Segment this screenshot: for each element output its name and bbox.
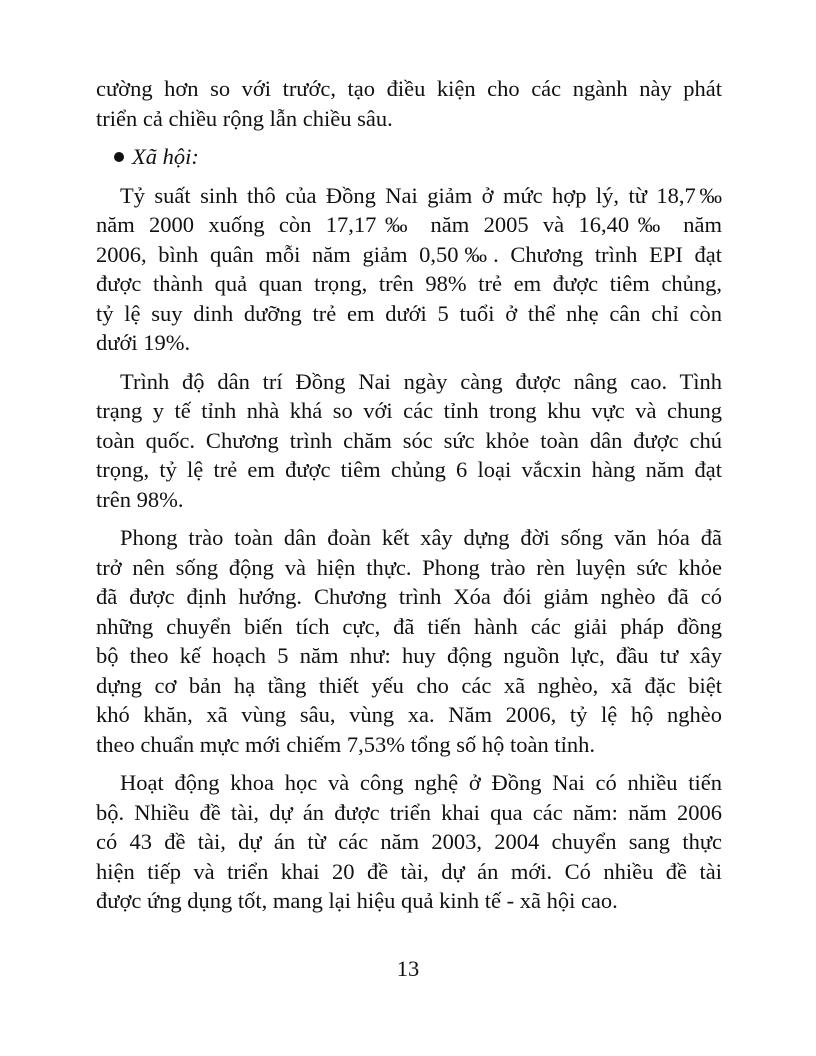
bullet-icon xyxy=(114,152,124,162)
paragraph-gap xyxy=(96,759,722,768)
text-line: có 43 đề tài, dự án từ các năm 2003, 2004 chuyển sang thực xyxy=(96,829,722,854)
text-line: triển cả chiều rộng lẫn chiều sâu. xyxy=(96,105,393,131)
text-line: được ứng dụng tốt, mang lại hiệu quả kinh tế - xã hội cao. xyxy=(96,888,618,913)
text-line: khó khăn, xã vùng sâu, vùng xa. Năm 2006, tỷ lệ hộ nghèo xyxy=(96,702,722,727)
text-line: Tỷ suất sinh thô của Đồng Nai giảm ở mức hợp lý, từ 18,7‰ xyxy=(120,182,722,208)
paragraph-continuation xyxy=(96,74,722,133)
paragraph-gap xyxy=(96,358,722,367)
text-line: theo chuẩn mực mới chiếm 7,53% tổng số hộ toàn tỉnh. xyxy=(96,731,596,757)
text-line: dựng cơ bản hạ tầng thiết yếu cho các xã nghèo, xã đặc biệt xyxy=(96,672,722,698)
text-line: hiện tiếp và triển khai 20 đề tài, dự án mới. Có nhiều đề tài xyxy=(96,858,722,884)
page-number: 13 xyxy=(396,956,420,981)
text-line: toàn quốc. Chương trình chăm sóc sức khỏe toàn dân được chú xyxy=(96,427,722,453)
text-line: Phong trào toàn dân đoàn kết xây dựng đời sống văn hóa đã xyxy=(120,525,722,550)
paragraph-gap xyxy=(96,172,722,181)
paragraph-education-health xyxy=(96,367,722,515)
text-line: cường hơn so với trước, tạo điều kiện cho các ngành này phát xyxy=(96,76,722,101)
text-line: trọng, tỷ lệ trẻ em được tiêm chủng 6 loại vắcxin hàng năm đạt xyxy=(96,457,722,482)
text-line: được thành quả quan trọng, trên 98% trẻ em được tiêm chủng, xyxy=(96,271,722,296)
paragraph-science-technology xyxy=(96,768,722,916)
paragraph-birth-rate xyxy=(96,181,722,358)
section-heading-text: Xã hội: xyxy=(132,144,199,169)
paragraph-culture-poverty xyxy=(96,523,722,759)
text-line: năm 2000 xuống còn 17,17‰ năm 2005 và 16,40‰ năm xyxy=(96,212,722,237)
text-line: bộ. Nhiều đề tài, dự án được triển khai qua các năm: năm 2006 xyxy=(96,799,722,825)
text-line: bộ theo kế hoạch 5 năm như: huy động nguồn lực, đầu tư xây xyxy=(96,643,722,668)
text-line: Trình độ dân trí Đồng Nai ngày càng được nâng cao. Tình xyxy=(120,368,722,394)
paragraph-gap xyxy=(96,133,722,142)
text-line: 2006, bình quân mỗi năm giảm 0,50‰. Chương trình EPI đạt xyxy=(96,241,722,267)
text-line: những chuyển biến tích cực, đã tiến hành các giải pháp đồng xyxy=(96,613,722,639)
text-line: Hoạt động khoa học và công nghệ ở Đồng Nai có nhiều tiến xyxy=(120,770,722,795)
section-heading xyxy=(96,142,722,172)
text-line: trạng y tế tỉnh nhà khá so với các tỉnh trong khu vực và chung xyxy=(96,398,722,423)
text-line: tỷ lệ suy dinh dưỡng trẻ em dưới 5 tuổi ở thể nhẹ cân chỉ còn xyxy=(96,300,722,326)
page-body xyxy=(96,74,722,916)
text-line: dưới 19%. xyxy=(96,330,191,355)
text-line: trên 98%. xyxy=(96,486,184,512)
text-line: đã được định hướng. Chương trình Xóa đói giảm nghèo đã có xyxy=(96,584,722,609)
paragraph-gap xyxy=(96,514,722,523)
text-line: trở nên sống động và hiện thực. Phong trào rèn luyện sức khỏe xyxy=(96,554,722,580)
